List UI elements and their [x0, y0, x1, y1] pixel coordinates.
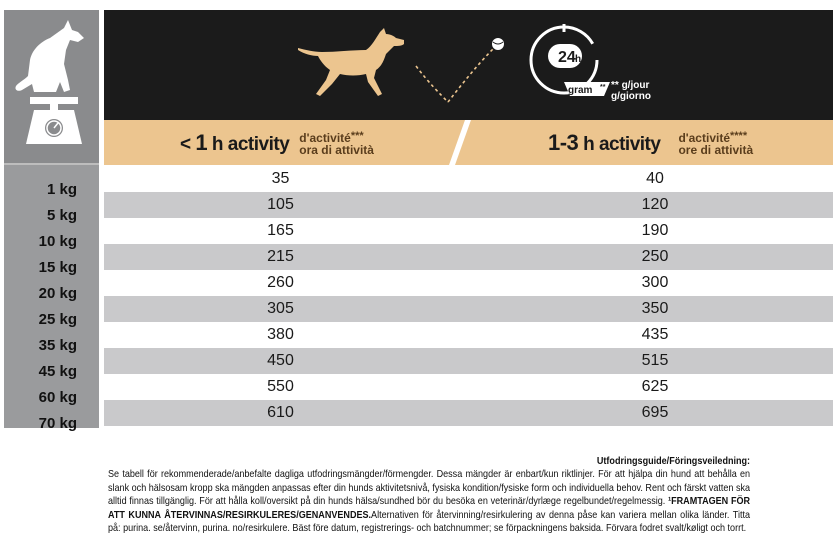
feeding-table	[104, 166, 833, 426]
illustration-panel	[104, 10, 833, 120]
amount-low: 105	[267, 196, 294, 213]
weight-list	[4, 176, 99, 436]
activity-low-translations: d'activité*** ora di attività	[299, 129, 374, 157]
amount-high: 515	[641, 352, 669, 369]
running-dog-icon	[290, 26, 420, 106]
gjour-stars: **	[611, 80, 619, 91]
table-row	[104, 374, 833, 400]
timer-text: 24	[558, 49, 576, 66]
header-divider	[449, 120, 471, 165]
weight-column	[4, 10, 99, 432]
table-row	[104, 296, 833, 322]
activity-high-header	[476, 120, 833, 165]
weight-header	[4, 10, 99, 165]
amount-low: 35	[271, 170, 290, 187]
weight-label: 20 kg	[38, 284, 77, 302]
table-row	[104, 244, 833, 270]
weight-label: 35 kg	[38, 336, 77, 354]
amount-high: 190	[641, 222, 669, 239]
amount-low: 305	[267, 300, 294, 317]
feeding-guide-text	[108, 455, 750, 535]
table-row	[104, 322, 833, 348]
amount-high: 300	[641, 274, 669, 291]
activity-low-label: < 1 h activity	[180, 129, 290, 155]
amount-high: 625	[641, 378, 669, 395]
amount-high: 435	[641, 326, 669, 343]
amount-low: 550	[267, 378, 294, 395]
table-row	[104, 192, 833, 218]
amount-low: 450	[267, 352, 294, 369]
table-row	[104, 348, 833, 374]
amount-high: 350	[641, 300, 669, 317]
weight-label: 5 kg	[46, 206, 77, 224]
table-row	[104, 166, 833, 192]
gram-label: gram	[568, 85, 593, 96]
ggiorno-label: g/giorno	[611, 91, 651, 102]
amount-high: 40	[646, 170, 664, 187]
table-row	[104, 400, 833, 426]
gram-stars: **	[600, 84, 606, 91]
portion-units	[611, 80, 651, 102]
activity-header	[104, 120, 833, 165]
feeding-guide-title: Utfodringsguide/Föringsveiledning:	[596, 456, 751, 467]
amount-low: 610	[267, 404, 294, 421]
activity-high-translations: d'activité**** ore di attività	[678, 129, 754, 157]
weight-label: 15 kg	[38, 258, 77, 276]
amount-low: 260	[267, 274, 294, 291]
dog-on-scale-icon	[4, 10, 99, 160]
timer-unit: h	[575, 54, 582, 65]
amount-high: 120	[641, 196, 669, 213]
weight-label: 25 kg	[38, 310, 77, 328]
activity-low-header	[104, 120, 454, 165]
feeding-guide-body: Se tabell för rekommenderade/anbefalte dagliga utfodringsmängder/förmengder. Dessa mängder är enbart/kun riktlinjer. För att hjälpa din hund att behålla en slank och hälsosam kropp ska mängden anpassas efter din hunds aktivitetsnivå, fysiska kondition/fysiske form och individuella behov. Rent och färskt vatten ska alltid finnas tillgänglig. För att hålla koll/oversikt på din hunds hälsa/sundhed bör du besöka en veterinär/dyrlæge regelbundet/regelmessig. ¹FRAMTAGEN FÖR ATT KUNNA ÅTERVINNAS/RESIRKULERES/GENANVENDES.Alternativen för återvinning/resirkulering av denna påse kan variera mellan olika länder. Titta på: purina. se/återvinn, purina. no/resirkulere. Bäst före datum, registrerings- och batchnummer; se förpackningens baksida. Förvara fodret svalt/køligt och torrt.	[108, 469, 751, 535]
table-row	[104, 270, 833, 296]
amount-high: 695	[641, 404, 669, 421]
table-row	[104, 218, 833, 244]
weight-label: 70 kg	[38, 414, 77, 432]
amount-high: 250	[641, 248, 669, 265]
gjour-label: g/jour	[621, 80, 650, 91]
ball-icon	[412, 32, 512, 112]
weight-label: 1 kg	[46, 180, 77, 198]
amount-low: 215	[267, 248, 294, 265]
amount-low: 165	[267, 222, 294, 239]
weight-label: 60 kg	[38, 388, 77, 406]
weight-label: 45 kg	[38, 362, 77, 380]
activity-high-label: 1-3 h activity	[548, 129, 661, 155]
amount-low: 380	[267, 326, 294, 343]
weight-label: 10 kg	[38, 232, 77, 250]
